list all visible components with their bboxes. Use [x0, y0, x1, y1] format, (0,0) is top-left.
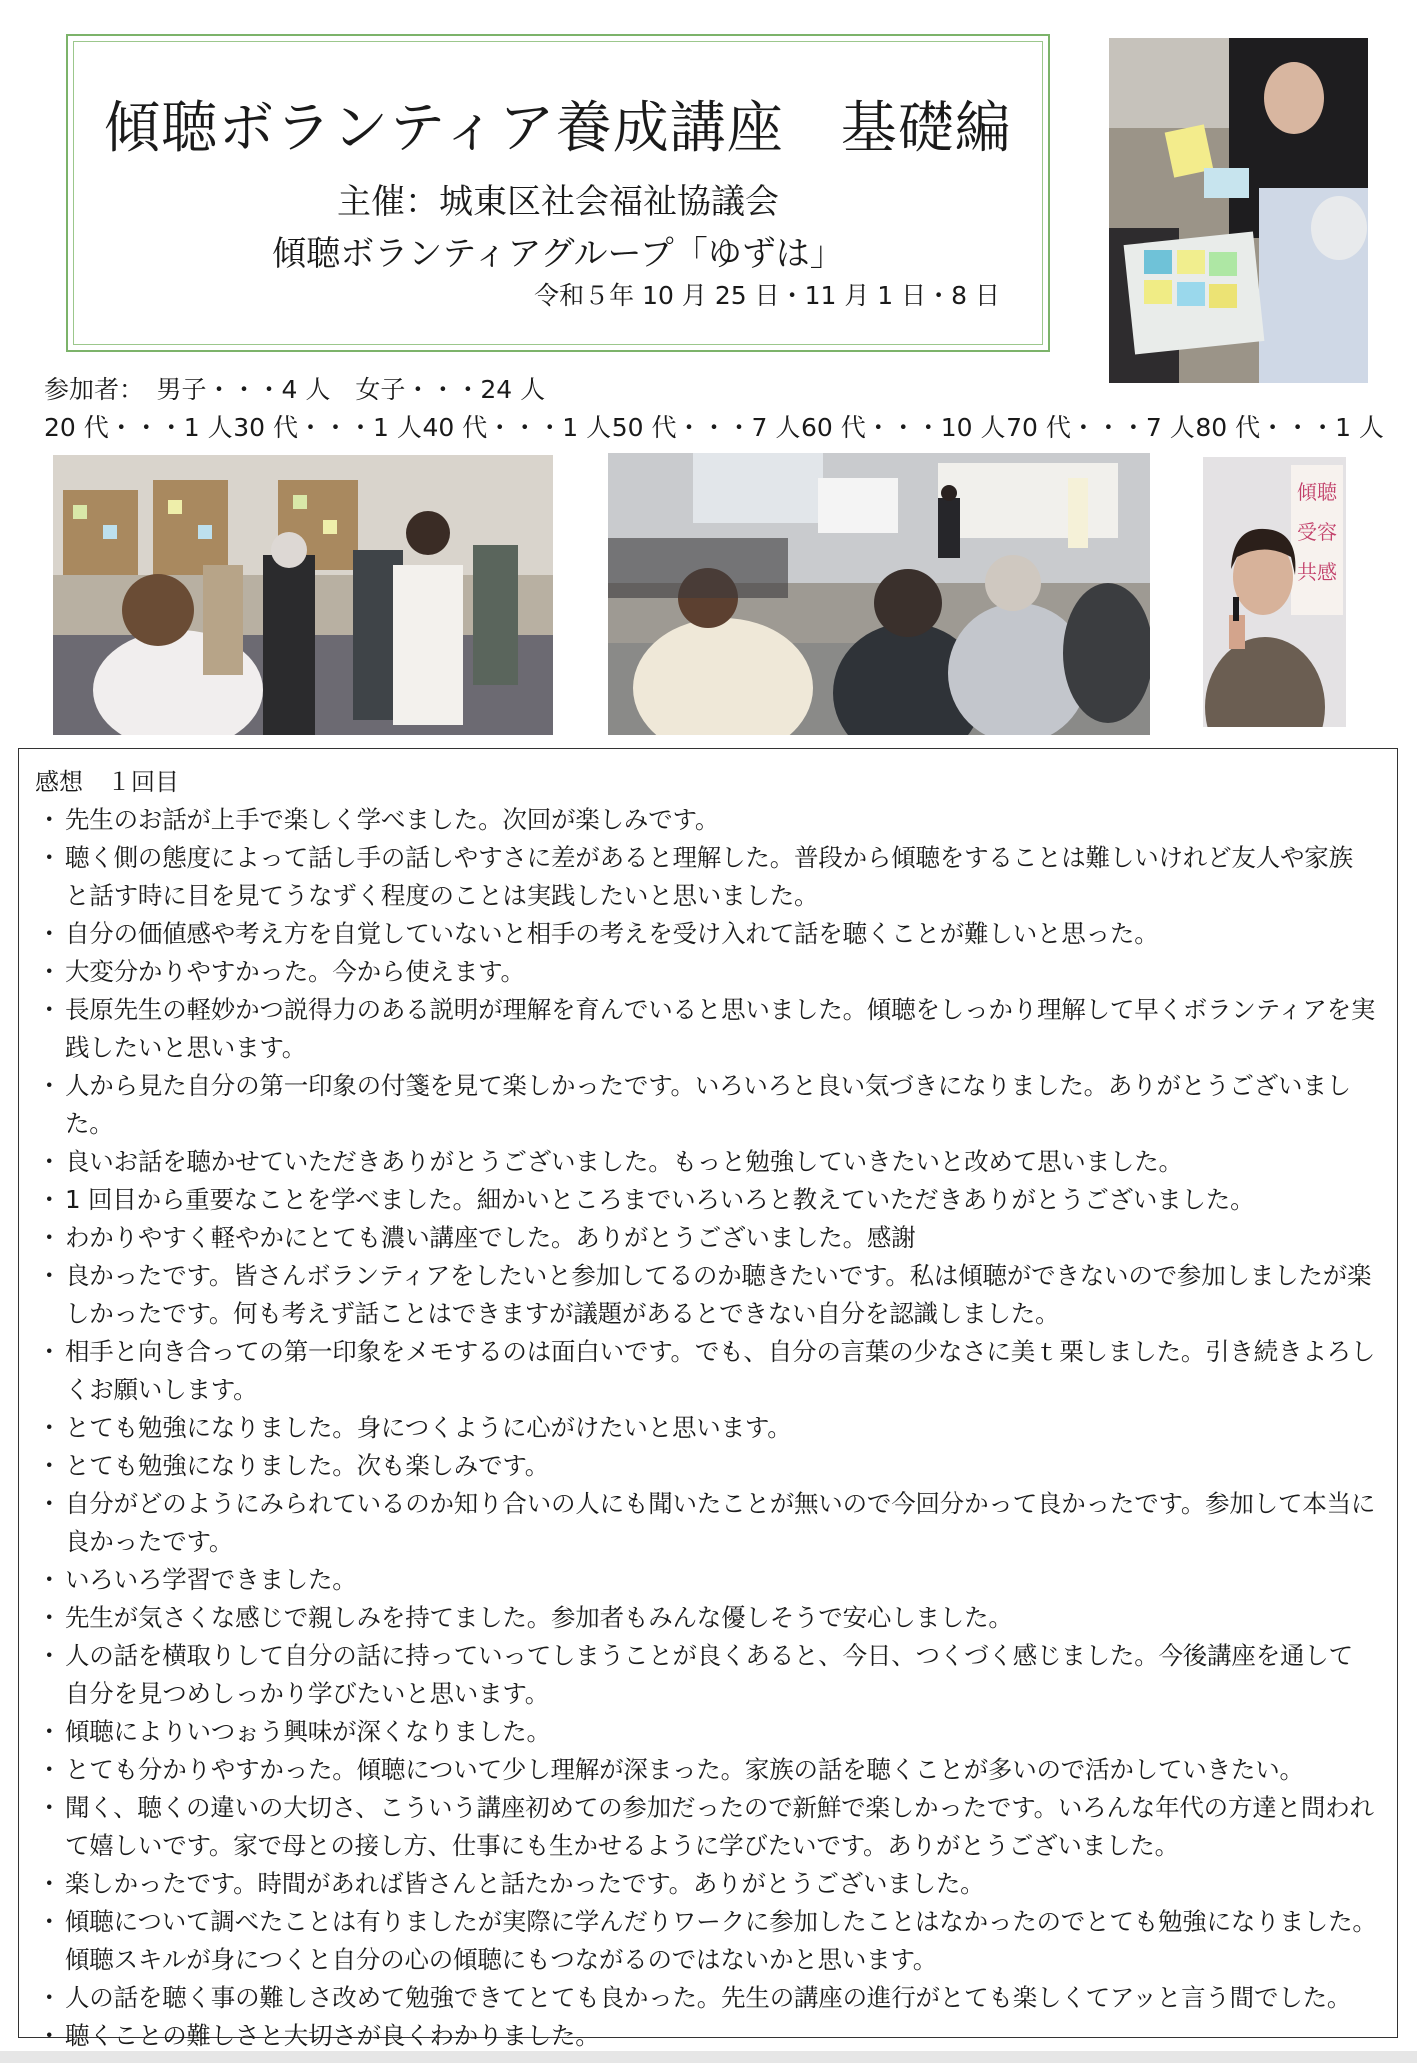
participant-summary: 参加者： 男子・・・4 人 女子・・・24 人	[44, 375, 546, 404]
host-organization: 主催：城東区社会福祉協議会	[337, 182, 779, 222]
comments-heading: 感想 １回目	[35, 768, 179, 796]
photo-circle-seating	[608, 453, 1150, 735]
comment-item: ・ 長原先生の軽妙かつ説得力のある説明が理解を育んでいると思いました。傾聴をしっかり理解して早くボランティアを実践したいと思います。	[35, 991, 1377, 1067]
age-group-30s: 30 代・・・1 人	[233, 413, 422, 442]
comment-item: ・ 相手と向き合っての第一印象をメモするのは面白いです。でも、自分の言葉の少なさに美ｔ栗しました。引き続きよろしくお願いします。	[35, 1333, 1377, 1409]
comment-item: ・ いろいろ学習できました。	[35, 1561, 1377, 1599]
comment-item: ・ 人の話を聴く事の難しさ改めて勉強できてとても良かった。先生の講座の進行がとても楽しくてアッと言う間でした。	[35, 1979, 1377, 2017]
comment-list	[35, 801, 1377, 2055]
photo-sticky-notes	[1109, 38, 1368, 383]
age-group-40s: 40 代・・・1 人	[422, 413, 612, 442]
photo-group-activity	[53, 455, 553, 735]
comment-item: ・ 聞く、聴くの違いの大切さ、こういう講座初めての参加だったので新鮮で楽しかったです。いろんな年代の方達と問われて嬉しいです。家で母との接し方、仕事にも生かせるように学びたいです。ありがとうございました。	[35, 1789, 1377, 1865]
svg-text:傾聴: 傾聴	[1297, 480, 1337, 504]
photo-speaker	[1203, 457, 1346, 727]
comment-item: ・ 大変分かりやすかった。今から使えます。	[35, 953, 1377, 991]
comment-item: ・ 聴く側の態度によって話し手の話しやすさに差があると理解した。普段から傾聴をすることは難しいけれど友人や家族と話す時に目を見てうなずく程度のことは実践したいと思いました。	[35, 839, 1377, 915]
svg-text:受容: 受容	[1297, 520, 1337, 544]
comment-item: ・ とても勉強になりました。次も楽しみです。	[35, 1447, 1377, 1485]
comment-item: ・ 自分がどのようにみられているのか知り合いの人にも聞いたことが無いので今回分かって良かったです。参加して本当に良かったです。	[35, 1485, 1377, 1561]
comment-item: ・ 人の話を横取りして自分の話に持っていってしまうことが良くあると、今日、つくづく感じました。今後講座を通して自分を見つめしっかり学びたいと思います。	[35, 1637, 1377, 1713]
comment-item: ・ 良いお話を聴かせていただきありがとうございました。もっと勉強していきたいと改めて思いました。	[35, 1143, 1377, 1181]
age-group-80s: 80 代・・・1 人	[1195, 413, 1384, 442]
comment-item: ・ 聴くことの難しさと大切さが良くわかりました。	[35, 2017, 1377, 2055]
comments-section	[18, 748, 1398, 2050]
age-group-60s: 60 代・・・10 人	[800, 413, 1006, 442]
age-group-20s: 20 代・・・1 人	[44, 413, 233, 442]
comment-item: ・ 傾聴について調べたことは有りましたが実際に学んだりワークに参加したことはなかったのでとても勉強になりました。傾聴スキルが身につくと自分の心の傾聴にもつながるのではないかと思います。	[35, 1903, 1377, 1979]
comment-item: ・ 楽しかったです。時間があれば皆さんと話たかったです。ありがとうございました。	[35, 1865, 1377, 1903]
comment-item: ・ 先生のお話が上手で楽しく学べました。次回が楽しみです。	[35, 801, 1377, 839]
age-breakdown	[44, 408, 1384, 444]
age-group-70s: 70 代・・・7 人	[1006, 413, 1195, 442]
comment-item: ・ わかりやすく軽やかにとても濃い講座でした。ありがとうございました。感謝	[35, 1219, 1377, 1257]
comment-item: ・ 傾聴によりいつぉう興味が深くなりました。	[35, 1713, 1377, 1751]
comment-item: ・ 人から見た自分の第一印象の付箋を見て楽しかったです。いろいろと良い気づきになりました。ありがとうございました。	[35, 1067, 1377, 1143]
comment-item: ・ とても分かりやすかった。傾聴について少し理解が深まった。家族の話を聴くことが多いので活かしていきたい。	[35, 1751, 1377, 1789]
header-box	[66, 34, 1050, 352]
comment-item: ・ 先生が気さくな感じで親しみを持てました。参加者もみんな優しそうで安心しました。	[35, 1599, 1377, 1637]
volunteer-group: 傾聴ボランティアグループ「ゆずは」	[272, 234, 844, 274]
page-bottom-strip	[0, 2051, 1417, 2063]
comment-item: ・ 自分の価値感や考え方を自覚していないと相手の考えを受け入れて話を聴くことが難しいと思った。	[35, 915, 1377, 953]
age-group-50s: 50 代・・・7 人	[611, 413, 801, 442]
page-title: 傾聴ボランティア養成講座 基礎編	[104, 96, 1012, 161]
svg-text:共感: 共感	[1297, 560, 1337, 584]
comment-item: ・ 1 回目から重要なことを学べました。細かいところまでいろいろと教えていただきありがとうございました。	[35, 1181, 1377, 1219]
comment-item: ・ 良かったです。皆さんボランティアをしたいと参加してるのか聴きたいです。私は傾聴ができないので参加しましたが楽しかったです。何も考えず話ことはできますが議題があるとできない自分を認識しました。	[35, 1257, 1377, 1333]
event-dates: 令和５年 10 月 25 日・11 月 1 日・8 日	[534, 281, 1000, 310]
comment-item: ・ とても勉強になりました。身につくように心がけたいと思います。	[35, 1409, 1377, 1447]
